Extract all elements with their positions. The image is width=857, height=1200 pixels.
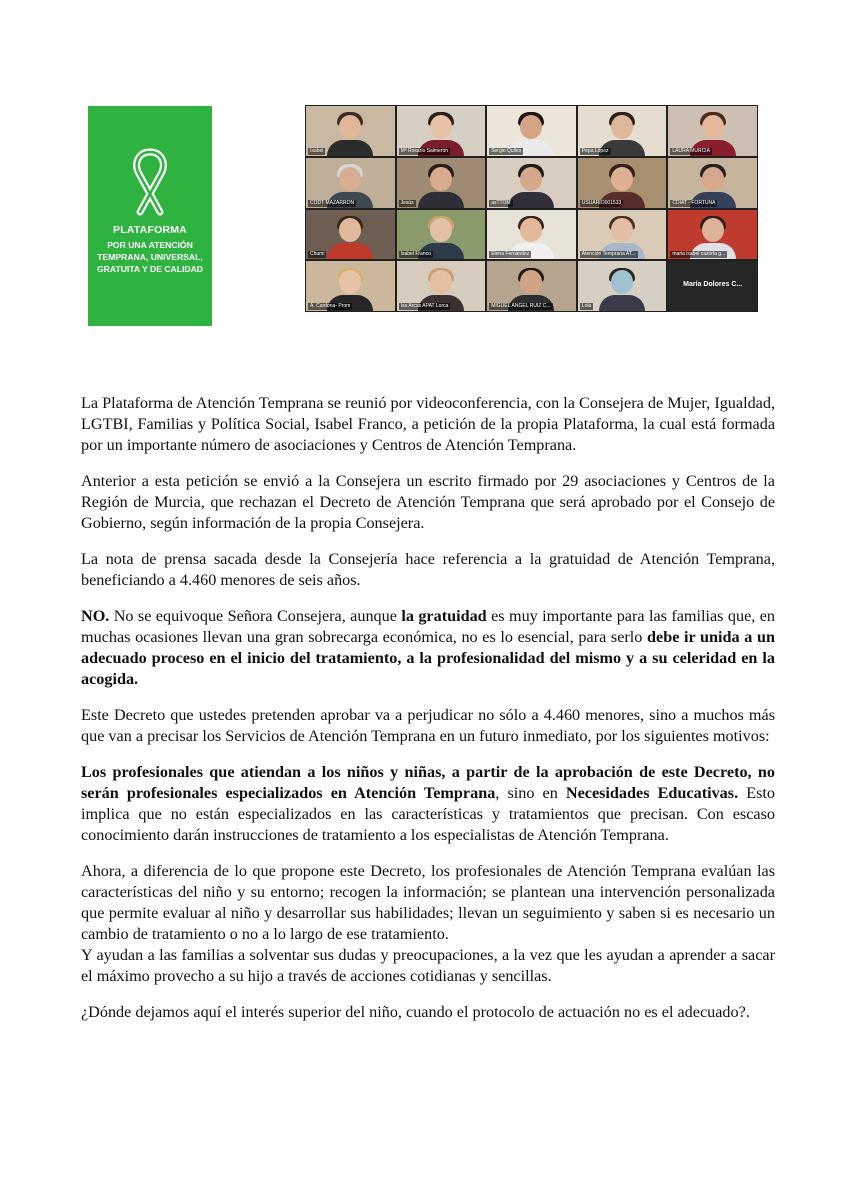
participant-body [599,295,645,311]
logo-subtitle: POR UNA ATENCIÓN TEMPRANA, UNIVERSAL, GRATUITA Y DE CALIDAD [97,240,203,274]
participant-face [520,115,542,139]
participant-name: Isa Arcas APAT Lorca [400,303,449,309]
participant-face [430,270,452,294]
bold-text: NO. [81,607,110,625]
participant-body [418,192,464,208]
participant-name: Mª Rosario Salmerón [400,147,449,154]
plataforma-logo [88,106,212,326]
text-run: La nota de prensa sacada desde la Consejería hace referencia a la gratuidad de Atención Temprana, beneficiando a 4.460 menores de seis años. [81,550,775,589]
participant-face [339,167,361,191]
video-tile [668,158,757,208]
participant-face [430,115,452,139]
participant-name: Isabel [310,147,324,154]
body-paragraph [81,471,775,534]
video-tile [578,210,667,260]
text-run: Este Decreto que ustedes pretenden aprobar va a perjudicar no sólo a 4.460 menores, sino a muchos más que van a precisar los Servicios de Atención Temprana en un futuro inmediato, por los siguientes motivos: [81,706,775,745]
participant-name: Jesús [400,199,414,206]
bold-text: Los profesionales que atiendan a los niños y niñas, a partir de la aprobación de este Decreto, no serán profesionales especializados en Atención Temprana [81,763,775,802]
text-run: Esto implica que no están especializados en las características y tratamientos que precisan. Con escaso conocimiento darán instrucciones de tratamiento a los especialistas de Atención Temprana. [81,784,775,844]
participant-body [327,243,373,259]
logo-title: PLATAFORMA [113,224,187,236]
body-paragraph [81,393,775,456]
participant-name: USUARIO001533 [581,199,622,206]
participant-name: asTTOM [491,199,511,206]
video-tile [487,106,576,156]
video-tile [306,158,395,208]
body-paragraph [81,705,775,747]
participant-name: CDIAT - FORTUNA [672,199,716,206]
text-run: , sino en [495,784,566,802]
video-tile [578,261,667,311]
participant-face [520,270,542,294]
videoconference-screenshot [305,105,758,312]
participant-face [520,167,542,191]
text-run: No se equivoque Señora Consejera, aunque [109,607,402,625]
bold-text: la gratuidad [401,607,487,625]
video-tile [397,158,486,208]
participant-face [611,270,633,294]
participant-body [508,192,554,208]
participant-face [611,218,633,242]
video-tile [668,210,757,260]
awareness-ribbon-icon [119,146,181,218]
participant-face [611,167,633,191]
participant-face [702,115,724,139]
video-tile [668,106,757,156]
participant-name: MIGUEL ÁNGEL RUIZ C... [491,303,551,309]
body-paragraph [81,945,775,987]
video-tile [487,158,576,208]
participant-name: LAURA MURCIA [672,147,710,154]
text-run: Ahora, a diferencia de lo que propone este Decreto, los profesionales de Atención Temprana evalúan las características del niño y su entorno; recogen la información; se plantean una intervención personalizada que permite evaluar al niño y desarrollar sus habilidades; llevan un seguimiento y saben si es necesario un cambio de tratamiento o no a lo largo de ese tratamiento. [81,862,775,943]
participant-name: CODT MAZARRÓN [310,199,355,206]
video-tile [487,261,576,311]
video-tile [578,158,667,208]
participant-name: Atención Temprana AT... [581,251,636,258]
body-paragraph [81,606,775,690]
text-run: La Plataforma de Atención Temprana se reunió por videoconferencia, con la Consejera de Mujer, Igualdad, LGTBI, Familias y Política Social, Isabel Franco, a petición de la propia Plataforma, la cual está formada por un importante número de asociaciones y Centros de Atención Temprana. [81,394,775,454]
text-run: Anterior a esta petición se envió a la Consejera un escrito firmado por 29 asociaciones y Centros de la Región de Murcia, que rechazan el Decreto de Atención Temprana que será aprobado por el Consejo de Gobierno, según información de la propia Consejera. [81,472,775,532]
participant-name: Chumi [310,251,325,258]
text-run: ¿Dónde dejamos aquí el interés superior del niño, cuando el protocolo de actuación no es el adecuado?. [81,1003,750,1021]
document-body [81,393,775,1038]
participant-name: A. Cardona- Prom [310,303,351,309]
participant-face [430,218,452,242]
body-paragraph [81,762,775,846]
video-tile [668,261,757,311]
video-tile [306,210,395,260]
participant-name: maria isabel cazorla g... [672,251,726,258]
video-tile [397,106,486,156]
participant-body [327,140,373,156]
participant-name: Lola [581,303,592,309]
participant-face [520,218,542,242]
text-run: es muy importante para las familias que, en muchas ocasiones llevan una gran sobrecarga económica, no es lo esencial, para serlo [81,607,775,646]
body-paragraph [81,1002,775,1023]
bold-text: debe ir unida a un adecuado proceso en el inicio del tratamiento, a la profesionalidad del mismo y a su celeridad en la acogida. [81,628,775,688]
body-paragraph [81,549,775,591]
participant-face [430,167,452,191]
text-run: Y ayudan a las familias a solventar sus dudas y preocupaciones, a la vez que les ayudan a aprender a sacar el máximo provecho a su hijo a través de acciones cotidianas y sencillas. [81,946,775,985]
video-tile [578,106,667,156]
participant-name: Pepa López [581,147,609,154]
participant-face [702,218,724,242]
participant-name: Isabel Franco [400,251,431,258]
video-tile [397,210,486,260]
video-tile [487,210,576,260]
participant-name: Elena Fernández [491,251,530,258]
body-paragraph [81,861,775,945]
video-tile [306,261,395,311]
video-tile [306,106,395,156]
participant-face [611,115,633,139]
participant-face [339,115,361,139]
bold-text: Necesidades Educativas. [565,784,739,802]
participant-face [339,270,361,294]
video-tile [397,261,486,311]
participant-face [339,218,361,242]
participant-face [702,167,724,191]
participant-name: Sergio Quiles [491,147,522,154]
participant-name: María Dolores C... [683,281,743,289]
